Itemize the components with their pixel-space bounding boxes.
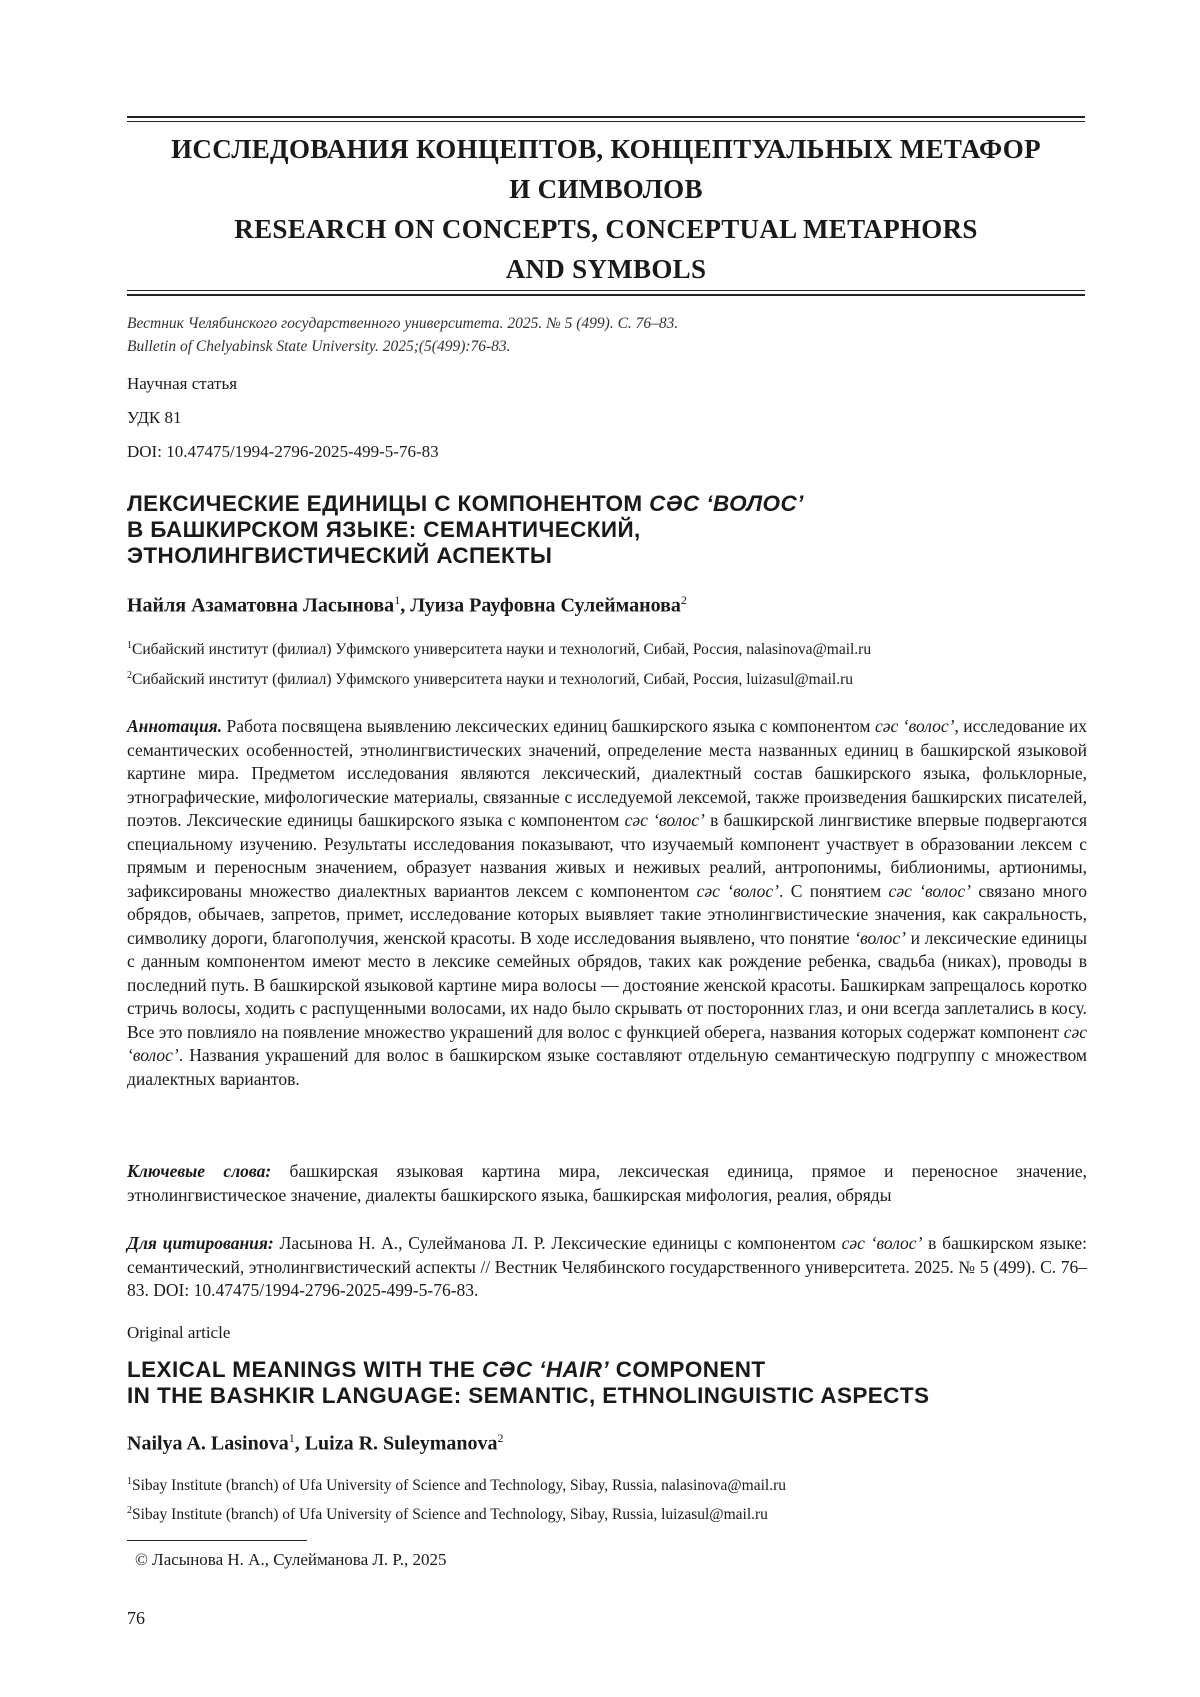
affiliation-en-2: [127, 1501, 768, 1525]
title-en-line1-c: COMPONENT: [609, 1357, 766, 1382]
author-2-en-sup: 2: [497, 1431, 504, 1445]
affiliation-en-2-text: Sibay Institute (branch) of Ufa University of Science and Technology, Sibay, Russia, luizasul@mail.ru: [132, 1506, 768, 1524]
affiliation-en-1: [127, 1472, 786, 1496]
abstract-term-6: сәс ‘волос’: [127, 1021, 1087, 1065]
title-en-line1-a: LEXICAL MEANINGS WITH THE: [127, 1357, 482, 1382]
abstract-text-7: . Названия украшений для волос в башкирском языке составляют отдельную семантическую подгруппу с множеством диалектных вариантов.: [127, 1045, 1087, 1089]
journal-ref-en: Bulletin of Chelyabinsk State University. 2025;(5(499):76-83.: [127, 338, 511, 355]
author-1-en-sup: 1: [288, 1431, 295, 1445]
abstract-text-5: связано много обрядов, обычаев, запретов, примет, исследование которых выявляет такие этнолингвистические значения, как сакральность, символику дороги, благополучия, женской красоты. В ходе исследования выявлено, что понятие: [127, 880, 1088, 948]
page-number: 76: [127, 1608, 145, 1628]
author-1-en: Nailya A. Lasinova: [127, 1432, 289, 1455]
title-en-line2: IN THE BASHKIR LANGUAGE: SEMANTIC, ETHNOLINGUISTIC ASPECTS: [127, 1383, 930, 1408]
affiliation-ru-2-text: Сибайский институт (филиал) Уфимского университета науки и технологий, Сибай, Россия, luizasul@mail.ru: [132, 671, 854, 689]
abstract-label: Аннотация.: [127, 716, 223, 736]
section-title: [127, 129, 1085, 289]
keywords: [127, 1160, 1087, 1207]
affiliation-en-2-sup: 2: [127, 1505, 132, 1516]
authors-en: [127, 1425, 504, 1457]
abstract-text-1: Работа посвящена выявлению лексических единиц башкирского языка с компонентом: [222, 716, 875, 736]
affiliation-ru-2-sup: 2: [127, 670, 132, 681]
article-title-en: [127, 1357, 1087, 1409]
header-rule-top: [127, 116, 1085, 118]
article-type-en: Original article: [127, 1323, 231, 1342]
title-ru-term: СӘС ‘ВОЛОС’: [649, 491, 804, 516]
abstract-term-5: ‘волос’: [854, 927, 907, 948]
citation-label: Для цитирования:: [127, 1233, 274, 1253]
author-2-ru: Луиза Рауфовна Сулейманова: [410, 594, 681, 617]
affiliation-ru-1-sup: 1: [127, 640, 132, 651]
abstract-term-1: сәс ‘волос’: [874, 716, 955, 736]
authors-ru: [127, 587, 687, 619]
citation: [127, 1232, 1087, 1303]
title-ru-line3: ЭТНОЛИНГВИСТИЧЕСКИЙ АСПЕКТЫ: [127, 543, 553, 568]
abstract-term-4: сәс ‘волос’: [888, 880, 971, 901]
citation-term: сәс ‘волос’: [841, 1233, 923, 1253]
header-rule-bottom: [127, 294, 1085, 296]
author-2-en: Luiza R. Suleymanova: [304, 1432, 498, 1455]
section-title-en-line1: RESEARCH ON CONCEPTS, CONCEPTUAL METAPHORS: [234, 214, 978, 244]
abstract: [127, 715, 1087, 1091]
affiliation-ru-1-text: Сибайский институт (филиал) Уфимского университета науки и технологий, Сибай, Россия, nalasinova@mail.ru: [132, 641, 872, 659]
affiliation-ru-1: [127, 636, 871, 660]
keywords-text: башкирская языковая картина мира, лексическая единица, прямое и переносное значение, этнолингвистическое значение, диалекты башкирского языка, башкирская мифология, реалия, обряды: [127, 1161, 1087, 1205]
article-type-ru: Научная статья: [127, 374, 238, 393]
abstract-text-4: . С понятием: [778, 880, 889, 901]
author-1-ru-sup: 1: [394, 593, 401, 607]
keywords-label: Ключевые слова:: [127, 1161, 272, 1181]
journal-ref-ru: Вестник Челябинского государственного университета. 2025. № 5 (499). С. 76–83.: [127, 315, 679, 332]
journal-reference: [127, 312, 678, 358]
title-en-term: СӘС ‘HAIR’: [482, 1357, 610, 1382]
author-2-ru-sup: 2: [680, 593, 687, 607]
abstract-text-3: в башкирской лингвистике впервые подвергаются специальному изучению. Результаты исследования показывают, что изучаемый компонент участвует в образовании лексем с прямым и переносным значением, образует названия живых и неживых реалий, антропонимы, библионимы, артионимы, зафиксированы множество диалектных вариантов лексем с компонентом: [127, 810, 1088, 901]
title-ru-line2: В БАШКИРСКОМ ЯЗЫКЕ: СЕМАНТИЧЕСКИЙ,: [127, 517, 641, 542]
author-separator-ru: ,: [400, 594, 411, 617]
abstract-text-6: и лексические единицы с данным компонентом имеют место в лексике семейных обрядов, таких как рождение ребенка, свадьба (никах), проводы в последний путь. В башкирской языковой картине мира волосы — достояние женской красоты. Башкиркам запрещалось коротко стричь волосы, ходить с распущенными волосами, их надо было скрывать от посторонних глаз, и они всегда заплетались в косу. Все это повлияло на появление множество украшений для волос с функцией оберега, названия которых содержат компонент: [127, 927, 1088, 1042]
section-title-ru-line1: ИССЛЕДОВАНИЯ КОНЦЕПТОВ, КОНЦЕПТУАЛЬНЫХ МЕТАФОР: [171, 134, 1041, 164]
abstract-text-2: , исследование их семантических особенностей, этнолингвистических значений, определение места названных единиц в башкирской языковой картине мира. Предметом исследования являются лексический, диалектный состав башкирского языка, фольклорные, этнографические, мифологические материалы, связанные с исследуемой лексемой, также произведения башкирских писателей, поэтов. Лексические единицы башкирского языка с компонентом: [127, 716, 1087, 830]
article-title-ru: [127, 491, 1087, 569]
author-separator-en: ,: [294, 1432, 305, 1455]
abstract-term-3: сәс ‘волос’: [696, 880, 779, 901]
affiliation-en-1-text: Sibay Institute (branch) of Ufa University of Science and Technology, Sibay, Russia, nalasinova@mail.ru: [132, 1477, 786, 1495]
header-rule-bottom-thin: [127, 290, 1085, 291]
udc-code: УДК 81: [127, 408, 182, 427]
citation-text-2: в башкирском языке: семантический, этнолингвистический аспекты // Вестник Челябинского государственного университета. 2025. № 5 (499). С. 76–83. DOI: 10.47475/1994-2796-2025-499-5-76-83.: [127, 1233, 1087, 1300]
affiliation-en-1-sup: 1: [127, 1476, 132, 1487]
section-title-ru-line2: И СИМВОЛОВ: [509, 174, 703, 204]
title-ru-line1: ЛЕКСИЧЕСКИЕ ЕДИНИЦЫ С КОМПОНЕНТОМ: [127, 491, 650, 516]
affiliation-ru-2: [127, 666, 853, 690]
section-title-en-line2: AND SYMBOLS: [505, 254, 707, 284]
footnote-rule: [127, 1540, 307, 1541]
header-rule-top-thin: [127, 121, 1085, 122]
copyright-footnote: © Ласынова Н. А., Сулейманова Л. Р., 2025: [135, 1550, 447, 1569]
abstract-term-2: сәс ‘волос’: [624, 810, 705, 830]
author-1-ru: Найля Азаматовна Ласынова: [127, 594, 395, 617]
doi: DOI: 10.47475/1994-2796-2025-499-5-76-83: [127, 442, 439, 461]
citation-text-1: Ласынова Н. А., Сулейманова Л. Р. Лексические единицы с компонентом: [273, 1233, 842, 1253]
